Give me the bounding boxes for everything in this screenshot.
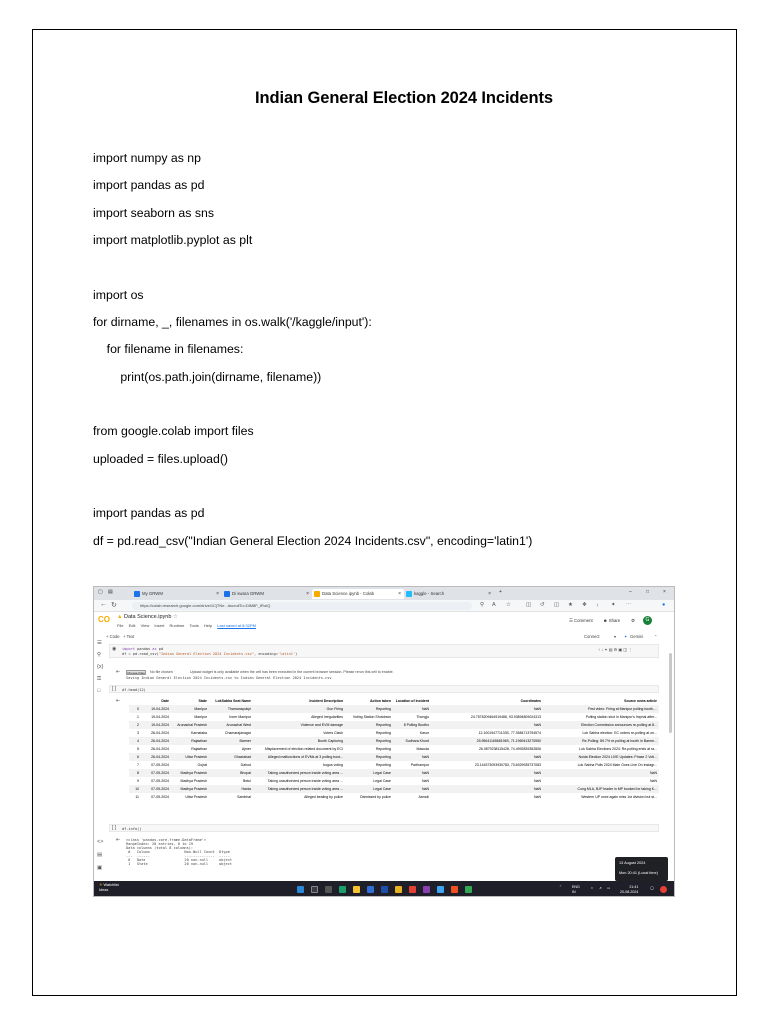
connect-dropdown-icon[interactable]: ▾ [614, 634, 617, 639]
task-view-icon[interactable] [325, 886, 332, 893]
cell-code-line: df.head(12) [122, 688, 146, 692]
table-cell: Sambhal [237, 795, 251, 799]
table-cell: NaN [421, 779, 429, 783]
browser-tab-active[interactable] [312, 589, 404, 599]
table-cell: Violence and EVM damage [300, 723, 343, 727]
table-cell: Barmer [239, 739, 251, 743]
move-down-icon[interactable]: ↓ [601, 647, 604, 652]
table-cell: Sudhara Khurd [405, 739, 429, 743]
column-header: Incident Description [309, 699, 343, 703]
code-cell[interactable] [109, 644, 659, 658]
code-cell[interactable] [109, 824, 659, 832]
refresh-ext-icon[interactable]: ↺ [540, 602, 545, 608]
run-cell-icon[interactable]: [ ] [112, 686, 117, 692]
menu-file[interactable]: File [117, 623, 124, 628]
info-line: --- ------ -------------- ----- [126, 854, 230, 858]
table-cell: Gujrat [197, 763, 207, 767]
info-line: RangeIndex: 20 entries, 0 to 19 [126, 842, 194, 846]
table-cell: Legal Case [373, 779, 391, 783]
table-cell: Karnataka [191, 731, 207, 735]
delete-icon[interactable]: ◫ [623, 647, 628, 652]
table-cell: NaN [421, 771, 429, 775]
edge-icon[interactable] [339, 886, 346, 893]
table-cell: Lok Sabha Elections 2024: Re-polling ends at ra... [579, 747, 657, 751]
cell-more-icon[interactable]: ⋮ [628, 647, 633, 652]
add-code-button[interactable]: + Code [106, 634, 120, 639]
table-cell: 0 [137, 707, 139, 711]
table-cell: Booth Capturing [317, 739, 343, 743]
choose-files-button[interactable]: Choose Files [127, 671, 145, 675]
explorer-icon[interactable] [353, 886, 360, 893]
table-cell: Arunachal West [226, 723, 251, 727]
table-cell: Reporting [375, 747, 391, 751]
command-palette-icon[interactable]: ▤ [97, 852, 103, 858]
browser-tab-bar [94, 587, 675, 600]
table-cell: Lok Sabha election: EC orders re-polling at on... [582, 731, 657, 735]
add-text-button[interactable]: + Text [123, 634, 135, 639]
code-line: print(os.path.join(dirname, filename)) [93, 370, 322, 384]
close-tab-icon[interactable]: × [398, 591, 401, 597]
output-icon[interactable]: ⇤ [116, 698, 121, 704]
files-icon[interactable]: □ [97, 688, 101, 694]
code-line: import pandas as pd [93, 178, 205, 192]
table-cell: Legal Case [373, 771, 391, 775]
table-cell: Reporting [375, 755, 391, 759]
column-header: Location of Incident [395, 699, 429, 703]
volume-icon[interactable]: ♬ [599, 886, 603, 890]
table-cell: Reporting [375, 707, 391, 711]
table-cell: Taking unauthorized person inside voting area ... [267, 771, 343, 775]
comment-button[interactable]: ☰ Comment [569, 618, 593, 623]
table-cell: Madhya Pradesh [180, 787, 207, 791]
table-cell: NaN [533, 707, 541, 711]
table-row [129, 793, 659, 801]
favorites-bar-icon[interactable]: ★ [568, 602, 573, 608]
read-aloud-icon[interactable]: A [492, 602, 496, 608]
tab-favicon-icon [406, 591, 412, 597]
table-cell: 6 [137, 755, 139, 759]
table-cell: Taking unauthorized person inside voting area ... [267, 787, 343, 791]
table-cell: Western UP once again miss 1st division but st... [581, 795, 657, 799]
copilot-taskbar-icon[interactable] [660, 886, 667, 893]
table-row [129, 785, 659, 793]
tab-actions-icon[interactable]: ▤ [108, 589, 113, 595]
table-cell: 5 [137, 747, 139, 751]
tab-label: kaggle - Search [414, 591, 445, 596]
table-cell: 11 [135, 795, 139, 799]
table-row [129, 729, 659, 737]
embedded-screenshot [93, 586, 675, 897]
table-cell: NaN [421, 707, 429, 711]
table-cell: NaN [533, 771, 541, 775]
cell-code-line: import pandas as pd [122, 647, 164, 651]
column-header: State [198, 699, 207, 703]
table-cell: Reporting [375, 763, 391, 767]
table-cell: Uttar Pradesh [185, 795, 207, 799]
popup-date: 13 August 2024 [619, 861, 646, 865]
table-cell: Alleged beating by police [304, 795, 343, 799]
weather-icon: ☀ [99, 883, 103, 887]
table-cell: Chamarajanagar [224, 731, 251, 735]
secrets-icon[interactable]: ⚿ [97, 676, 102, 682]
browser-tab[interactable] [132, 589, 222, 599]
table-row [129, 721, 659, 729]
tab-label: Di swara GRWM [232, 591, 264, 596]
table-cell: 1 [137, 715, 139, 719]
table-cell: Asmoli [418, 795, 429, 799]
app-icon[interactable] [465, 886, 472, 893]
collections-icon[interactable]: ◫ [554, 602, 560, 608]
settings-icon[interactable]: ⚙ [631, 618, 635, 623]
upload-message: Upload widget is only available when the cell has been executed in the current browser session. Please rerun this cell to enable. [190, 670, 394, 674]
table-cell: 26-04-2024 [151, 739, 169, 743]
share-label: Share [608, 618, 621, 623]
move-up-icon[interactable]: ↑ [598, 647, 600, 652]
column-header: Coordinates [520, 699, 541, 703]
table-cell: Noida Election 2024 LIVE Updates: Phase 2 Voti... [578, 755, 657, 759]
widgets-button[interactable] [99, 883, 119, 893]
table-row [129, 713, 659, 721]
menu-help[interactable]: Help [203, 623, 213, 628]
info-line: # Column Non-Null Count Dtype [126, 850, 230, 854]
code-line: for dirname, _, filenames in os.walk('/kaggle/input'): [93, 315, 372, 329]
table-cell: 25.9564116568196S, 71.1969413270550 [476, 739, 541, 743]
tray-lang: ENG [572, 885, 580, 889]
column-header: Date [161, 699, 169, 703]
table-cell: 24.7578209464919486, 93.93894809024313 [470, 715, 541, 719]
menu-tools[interactable]: Tools [189, 623, 199, 628]
taskbar [94, 881, 675, 897]
table-cell: 23.144373093930783, 73.6929935737083 [474, 763, 541, 767]
mail-icon[interactable] [367, 886, 374, 893]
table-cell: NaN [533, 787, 541, 791]
table-row [129, 705, 659, 713]
zoom-icon[interactable]: ⚲ [480, 602, 485, 608]
table-cell: 26-04-2024 [151, 731, 169, 735]
code-line: uploaded = files.upload() [93, 452, 229, 466]
table-row [129, 753, 659, 761]
colab-logo-icon: CO [98, 615, 110, 624]
table-cell: Election Commission announces re-polling at 8... [581, 723, 657, 727]
table-cell: 19-04-2024 [151, 707, 169, 711]
table-cell: Uttar Pradesh [185, 755, 207, 759]
browser-tab[interactable] [222, 589, 312, 599]
code-line: import pandas as pd [93, 506, 205, 520]
notebook-toolbar [106, 634, 666, 642]
tab-label: My GRWM [142, 591, 163, 596]
tray-time: 21:41 [629, 885, 639, 889]
table-cell: 19-04-2024 [151, 723, 169, 727]
table-cell: Dahod [240, 763, 251, 767]
close-tab-icon[interactable]: × [216, 591, 219, 597]
battery-icon[interactable]: ▭ [607, 886, 611, 890]
extensions-icon[interactable]: ❖ [582, 602, 587, 608]
table-cell: bogus voting [323, 763, 343, 767]
code-line: import matplotlib.pyplot as plt [93, 233, 253, 247]
widget-line: Ideas [99, 888, 109, 892]
table-cell: Masuda [416, 747, 429, 751]
table-cell: 12.100194771133S, 77.3584713794574 [478, 731, 541, 735]
app-icon[interactable] [437, 886, 444, 893]
column-header: Source news article [624, 699, 657, 703]
menu-insert[interactable]: Insert [154, 623, 165, 628]
collapse-icon[interactable]: ⌃ [654, 634, 658, 639]
close-window-icon[interactable]: × [663, 589, 666, 595]
table-cell: Madhya Pradesh [180, 779, 207, 783]
comment-icon[interactable]: ▤ [608, 647, 613, 652]
table-cell: Madhya Pradesh [180, 771, 207, 775]
new-tab-button[interactable]: + [499, 589, 502, 595]
run-cell-icon[interactable]: [ ] [112, 825, 117, 831]
clock-popup [615, 857, 668, 881]
close-tab-icon[interactable]: × [306, 591, 309, 597]
table-cell: NaN [421, 787, 429, 791]
notebook-menu [117, 623, 260, 628]
widget-line: Watchlist [103, 883, 119, 887]
terminal-icon[interactable]: ▣ [97, 865, 103, 871]
table-cell: Legal Case [373, 787, 391, 791]
table-cell: 26-04-2024 [151, 747, 169, 751]
table-cell: Thongju [416, 715, 429, 719]
table-cell: Alleged malfunctions of EVMs at 3 polling boot... [267, 755, 343, 759]
language-indicator[interactable] [572, 885, 580, 894]
table-cell: Arunachal Pradesh [177, 723, 207, 727]
table-cell: Re-Polling: 89.7% re-polling at booth in Barme... [582, 739, 657, 743]
table-cell: Gun Firing [326, 707, 343, 711]
code-line: for filename in filenames: [93, 342, 244, 356]
popup-time: Mon 20:41 (Local time) [619, 871, 658, 875]
table-cell: Rajasthan [191, 747, 207, 751]
connect-button[interactable]: Connect [584, 634, 600, 639]
app-icon[interactable] [423, 886, 430, 893]
table-cell: Ajmer [241, 747, 251, 751]
chrome-icon[interactable] [409, 886, 416, 893]
copilot-icon[interactable]: ✦ [611, 602, 616, 608]
colab-favicon-icon [314, 591, 320, 597]
variables-icon[interactable]: {x} [97, 664, 104, 670]
upload-status: No file chosen [150, 670, 173, 674]
notification-icon[interactable]: ◯ [650, 886, 655, 890]
table-cell: Lok Sabha Polls 2024 Main Goes Live On Instagr... [577, 763, 657, 767]
table-cell: NaN [533, 723, 541, 727]
code-line: import seaborn as sns [93, 206, 214, 220]
table-cell: Voters Clash [323, 731, 343, 735]
table-cell: Cong MLA, BJP leader in MP booked for taking K... [577, 787, 657, 791]
colab-header [94, 612, 675, 634]
table-cell: Reporting [375, 731, 391, 735]
tray-date: 20-08-2024 [620, 889, 639, 894]
tray-chevron-icon[interactable]: ⌃ [559, 885, 563, 889]
back-icon[interactable]: ← [100, 601, 107, 608]
notebook-title[interactable]: ▲ Data Science.ipynb ☆ [117, 614, 178, 620]
table-cell: 07-05-2024 [151, 787, 169, 791]
tab-favicon-icon [224, 591, 230, 597]
table-cell: 8 [137, 771, 139, 775]
document-title: Indian General Election 2024 Incidents [255, 89, 553, 107]
column-header: Action taken [369, 699, 391, 703]
clock[interactable] [620, 885, 638, 894]
run-cell-icon[interactable]: ◉ [112, 646, 117, 652]
menu-runtime[interactable]: Runtime [169, 623, 185, 628]
table-cell: Misplacement of election related document by ECI [264, 747, 343, 751]
table-cell: 7 [137, 763, 139, 767]
maximize-icon[interactable]: □ [646, 589, 650, 595]
table-cell: NaN [421, 755, 429, 759]
output-icon[interactable]: ⇤ [116, 837, 121, 843]
avatar[interactable]: G [643, 616, 652, 625]
upload-saving-line: Saving Indian General Election 2024 Incidents.csv to Indian General Election 2024 Incidents.csv [126, 676, 332, 680]
table-cell: Ghaziabad [234, 755, 251, 759]
notebook-name: Data Science.ipynb [123, 614, 172, 620]
table-cell: 10 [135, 787, 139, 791]
share-button[interactable]: ☻ Share [603, 618, 621, 623]
table-row [129, 761, 659, 769]
table-row [129, 777, 659, 785]
favorite-icon[interactable]: ☆ [506, 602, 511, 608]
info-line: Data columns (total 8 columns): [126, 846, 194, 850]
table-row [129, 737, 659, 745]
table-cell: NaN [533, 755, 541, 759]
table-cell: Dismissed by police [360, 795, 391, 799]
table-cell: NaN [649, 779, 657, 783]
table-cell: Manipur [194, 715, 207, 719]
code-line: import os [93, 288, 144, 302]
table-cell: 07-05-2024 [151, 779, 169, 783]
cell-toolbar [598, 647, 632, 652]
store-icon[interactable] [381, 886, 388, 893]
table-header-row [129, 697, 659, 705]
download-icon[interactable]: ↓ [596, 602, 599, 608]
start-icon[interactable] [297, 886, 304, 893]
table-cell: 07-05-2024 [151, 771, 169, 775]
menu-view[interactable]: View [140, 623, 150, 628]
toc-icon[interactable]: ☰ [97, 640, 102, 646]
tab-label: Data Science.ipynb - Colab [322, 591, 375, 596]
menu-edit[interactable]: Edit [128, 623, 136, 628]
table-cell: Harda [241, 787, 251, 791]
table-cell: NaN [533, 795, 541, 799]
mirror-icon[interactable]: ▣ [618, 647, 623, 652]
table-row [129, 769, 659, 777]
cell-code-line: df.info() [122, 827, 142, 831]
gemini-button[interactable]: Gemini [630, 634, 644, 639]
tray-region: IN [572, 889, 576, 894]
table-cell: 07-05-2024 [151, 795, 169, 799]
output-icon[interactable]: ⇤ [116, 669, 121, 675]
code-cell[interactable] [109, 685, 659, 693]
gemini-icon: ✦ [624, 634, 628, 639]
cell-settings-icon[interactable]: ⚙ [613, 647, 618, 652]
table-cell: Thamanapokpi [227, 707, 251, 711]
code-line: import numpy as np [93, 151, 201, 165]
reload-icon[interactable]: ↻ [111, 602, 117, 609]
table-cell: 19-04-2024 [151, 715, 169, 719]
wifi-icon[interactable]: ≈ [591, 886, 593, 890]
table-cell: NaN [533, 779, 541, 783]
table-cell: Polling station shut in Manipur's Imphal after... [585, 715, 657, 719]
url-field[interactable]: https://colab.research.google.com/drive/1CjTNe...#scrollTo=DlM8F_tRoIQ [132, 602, 472, 610]
table-cell: Bhopal [240, 771, 251, 775]
table-cell: Alleged Irregularities [311, 715, 343, 719]
last-saved-link[interactable]: Last saved at 8:32PM [217, 623, 256, 628]
app-icon[interactable] [395, 886, 402, 893]
table-cell: 2 [137, 723, 139, 727]
address-bar [94, 600, 675, 612]
comment-label: Comment [574, 618, 593, 623]
edge-sidebar-icon[interactable]: ● [662, 602, 666, 608]
info-line: 0 Date 20 non-null object [126, 858, 233, 862]
table-cell: First video: Firing at Manipur polling booth,... [587, 707, 657, 711]
table-cell: 26-04-2024 [151, 755, 169, 759]
search-icon[interactable] [311, 886, 318, 893]
table-row [129, 745, 659, 753]
tab-favicon-icon [134, 591, 140, 597]
table-cell: Manipur [194, 707, 207, 711]
column-header: LokSabha Seat Name [215, 699, 251, 703]
table-cell: Taking unauthorized person inside voting area ... [267, 779, 343, 783]
table-cell: Betul [243, 779, 251, 783]
table-cell: Kasur [419, 731, 429, 735]
table-cell: Inner Manipur [229, 715, 251, 719]
table-cell: 07-05-2024 [151, 763, 169, 767]
code-line: from google.colab import files [93, 424, 254, 438]
minimize-icon[interactable]: – [629, 589, 632, 595]
info-line: 1 State 20 non-null object [126, 862, 233, 866]
table-cell: 26.0879238115428, 74.4992839352806 [478, 747, 541, 751]
window-icon[interactable]: ▢ [98, 589, 103, 595]
info-line: <class 'pandas.core.frame.DataFrame'> [126, 838, 207, 842]
table-cell: Voting Station Shutdown [352, 715, 391, 719]
link-icon[interactable]: ⚭ [604, 647, 608, 652]
table-cell: Reporting [375, 723, 391, 727]
table-cell: 3 [137, 731, 139, 735]
code-line: df = pd.read_csv("Indian General Election 2024 Incidents.csv", encoding='latin1') [93, 534, 533, 548]
table-cell: Reporting [375, 739, 391, 743]
left-rail [94, 634, 106, 881]
table-cell: 4 [137, 739, 139, 743]
table-cell: 9 [137, 779, 139, 783]
cell-code-line: df = pd.read_csv("Indian General Election 2024 Incidents.csv", encoding='latin1') [122, 652, 298, 656]
table-cell: Parthampur [410, 763, 429, 767]
browser-tab[interactable] [404, 589, 494, 599]
table-cell: NaN [649, 771, 657, 775]
close-tab-icon[interactable]: × [488, 591, 491, 597]
table-cell: Rajasthan [191, 739, 207, 743]
more-icon[interactable]: ⋯ [626, 602, 632, 608]
table-cell: 8 Polling Booths [403, 723, 429, 727]
split-screen-icon[interactable]: ◫ [526, 602, 532, 608]
scrollbar[interactable] [669, 653, 672, 733]
app-icon[interactable] [451, 886, 458, 893]
code-snippets-icon[interactable]: <> [97, 839, 104, 845]
search-icon[interactable]: ⚲ [97, 652, 102, 658]
